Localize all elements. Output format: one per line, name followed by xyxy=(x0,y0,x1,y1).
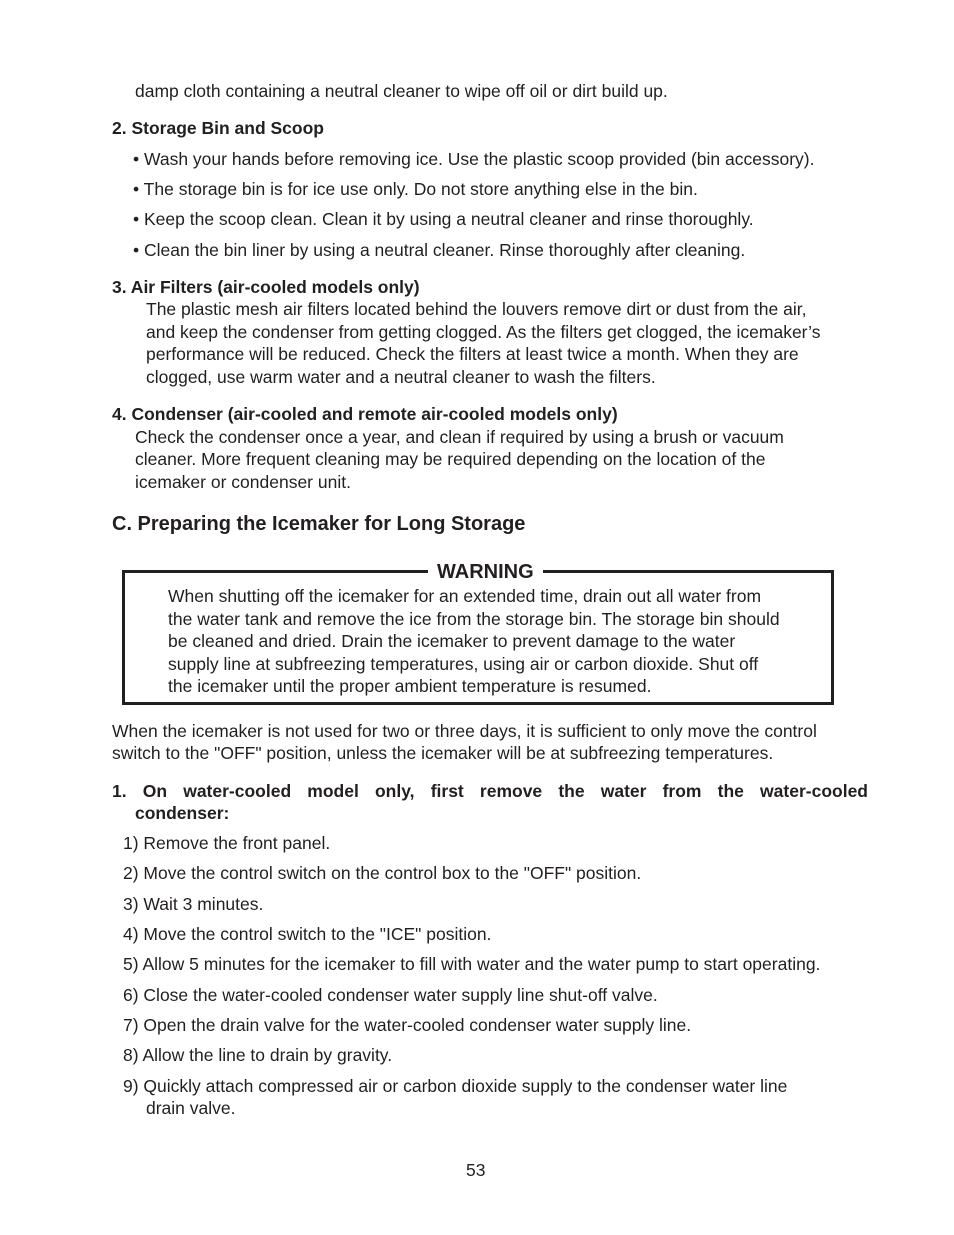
step-item: 2) Move the control switch on the control box to the "OFF" position. xyxy=(123,863,642,883)
step-item: 3) Wait 3 minutes. xyxy=(123,894,264,914)
page-number: 53 xyxy=(466,1160,486,1180)
air-filters-heading: 3. Air Filters (air-cooled models only) xyxy=(112,277,420,297)
storage-bullet: • Keep the scoop clean. Clean it by using a neutral cleaner and rinse thoroughly. xyxy=(133,209,754,229)
warning-line: supply line at subfreezing temperatures, using air or carbon dioxide. Shut off xyxy=(168,654,759,674)
air-filters-line: The plastic mesh air filters located behind the louvers remove dirt or dust from the air, xyxy=(146,299,807,319)
storage-bullet: • Clean the bin liner by using a neutral cleaner. Rinse thoroughly after cleaning. xyxy=(133,240,746,260)
step-item-continued: drain valve. xyxy=(146,1098,236,1118)
storage-heading: 2. Storage Bin and Scoop xyxy=(112,118,324,138)
step-item: 4) Move the control switch to the "ICE" position. xyxy=(123,924,492,944)
step-item: 1) Remove the front panel. xyxy=(123,833,331,853)
storage-bullet: • Wash your hands before removing ice. Use the plastic scoop provided (bin accessory). xyxy=(133,149,815,169)
section-title: C. Preparing the Icemaker for Long Storage xyxy=(112,513,526,535)
step-item: 8) Allow the line to drain by gravity. xyxy=(123,1045,393,1065)
air-filters-line: performance will be reduced. Check the filters at least twice a month. When they are xyxy=(146,344,799,364)
step-item: 9) Quickly attach compressed air or carbon dioxide supply to the condenser water line xyxy=(123,1076,788,1096)
air-filters-line: and keep the condenser from getting clogged. As the filters get clogged, the icemaker’s xyxy=(146,322,821,342)
air-filters-line: clogged, use warm water and a neutral cleaner to wash the filters. xyxy=(146,367,656,387)
step1-heading: 1. On water-cooled model only, first remove the water from the water-cooled xyxy=(112,781,868,801)
step-item: 7) Open the drain valve for the water-cooled condenser water supply line. xyxy=(123,1015,692,1035)
condenser-line: Check the condenser once a year, and clean if required by using a brush or vacuum xyxy=(135,427,784,447)
condenser-heading: 4. Condenser (air-cooled and remote air-cooled models only) xyxy=(112,404,618,424)
warning-line: be cleaned and dried. Drain the icemaker to prevent damage to the water xyxy=(168,631,736,651)
condenser-line: icemaker or condenser unit. xyxy=(135,472,351,492)
step-item: 5) Allow 5 minutes for the icemaker to fill with water and the water pump to start operating. xyxy=(123,954,821,974)
warning-line: the water tank and remove the ice from the storage bin. The storage bin should xyxy=(168,609,780,629)
warning-line: When shutting off the icemaker for an extended time, drain out all water from xyxy=(168,586,762,606)
warning-line: the icemaker until the proper ambient temperature is resumed. xyxy=(168,676,652,696)
step-item: 6) Close the water-cooled condenser water supply line shut-off valve. xyxy=(123,985,658,1005)
note-line: switch to the "OFF" position, unless the icemaker will be at subfreezing temperatures. xyxy=(112,743,774,763)
storage-bullet: • The storage bin is for ice use only. Do not store anything else in the bin. xyxy=(133,179,698,199)
note-line: When the icemaker is not used for two or three days, it is sufficient to only move the control xyxy=(112,721,817,741)
intro-line: damp cloth containing a neutral cleaner to wipe off oil or dirt build up. xyxy=(135,81,668,101)
condenser-line: cleaner. More frequent cleaning may be required depending on the location of the xyxy=(135,449,766,469)
warning-title: WARNING xyxy=(428,559,543,585)
step1-heading-cont: condenser: xyxy=(135,803,230,823)
